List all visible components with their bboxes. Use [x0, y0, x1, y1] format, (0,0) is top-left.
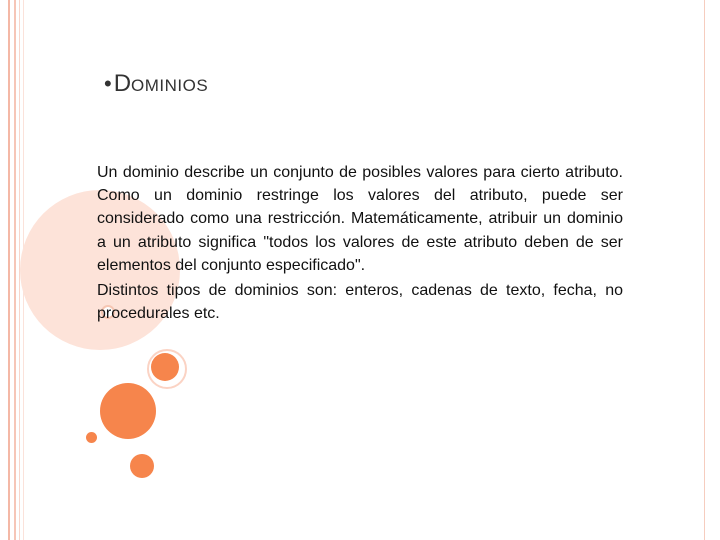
title-bullet: • — [104, 71, 112, 96]
decorative-circle-orange — [151, 353, 179, 381]
decorative-stripe-right — [704, 0, 705, 540]
decorative-stripe — [14, 0, 16, 540]
decorative-stripe — [8, 0, 10, 540]
paragraph-types: Distintos tipos de dominios son: enteros, cadenas de texto, fecha, no procedurales etc. — [97, 282, 623, 323]
decorative-circle-orange — [100, 383, 156, 439]
decorative-circle-orange — [130, 454, 154, 478]
title-first-letter: D — [113, 70, 132, 97]
decorative-circle-orange — [86, 432, 97, 443]
paragraph-definition: Un dominio describe un conjunto de posibles valores para cierto atributo. Como un dominio restringe los valores del atributo, puede ser considerado como una restricción. Matemáticamente, atribuir un dominio a un atributo significa "todos los valores de este atributo deben de ser elementos del conjunto especificado". — [97, 164, 623, 274]
slide-title — [104, 70, 208, 98]
slide-body — [97, 161, 623, 327]
title-rest: OMINIOS — [131, 76, 209, 95]
